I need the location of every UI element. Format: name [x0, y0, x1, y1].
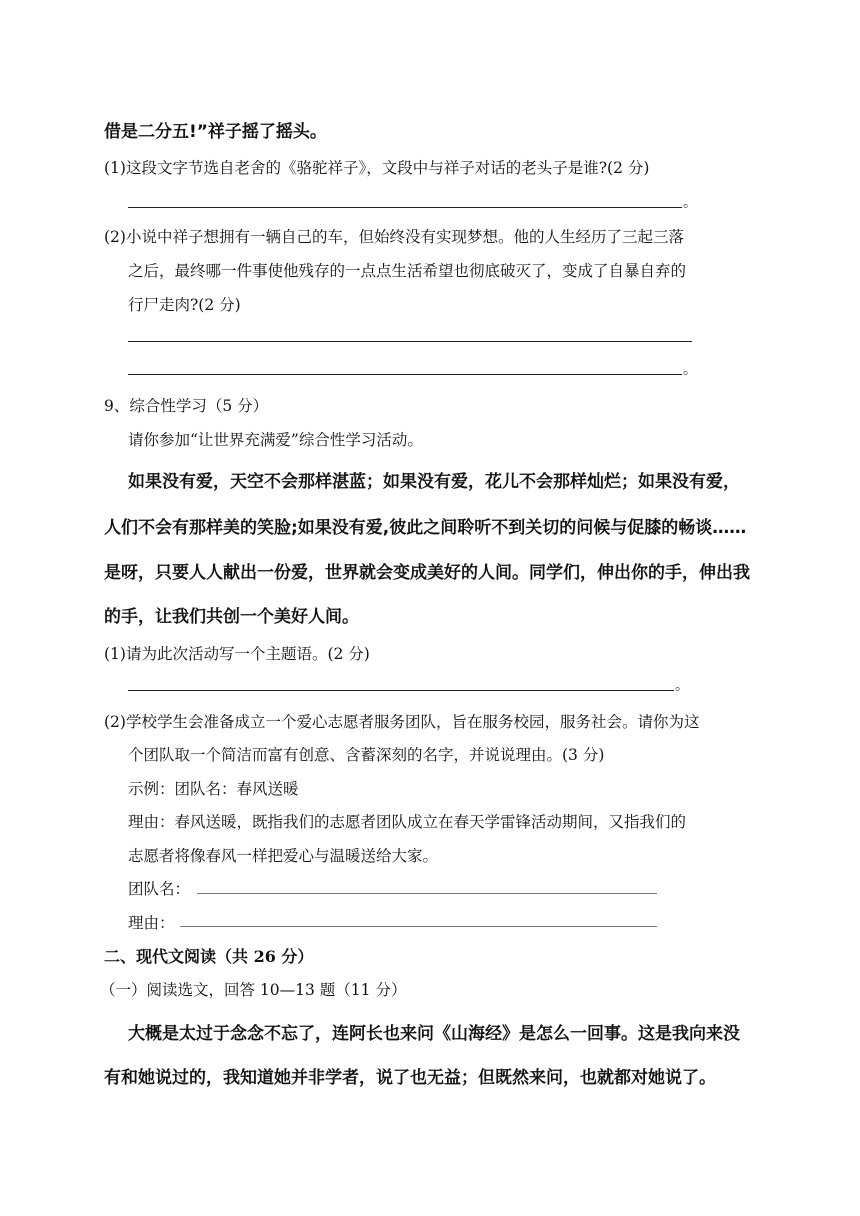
text-line: 示例：团队名：春风送暖: [128, 780, 299, 798]
section-heading: 二、现代文阅读（共 26 分）: [104, 947, 314, 966]
answer-line[interactable]: [128, 341, 692, 342]
period-mark: 。: [683, 362, 697, 378]
question-8-1: (1)这段文字节选自老舍的《骆驼祥子》，文段中与祥子对话的老头子是谁?(2 分): [104, 159, 650, 177]
section-heading: 9、综合性学习（5 分）: [104, 397, 269, 415]
passage-line: 是呀，只要人人献出一份爱，世界就会变成美好的人间。同学们，伸出你的手，伸出我: [104, 563, 750, 583]
answer-line[interactable]: [128, 207, 682, 208]
text-line: 借是二分五!”祥子摇了摇头。: [104, 122, 327, 142]
passage-line: 如果没有爱，天空不会那样湛蓝；如果没有爱，花儿不会那样灿烂；如果没有爱，: [128, 472, 740, 492]
answer-line[interactable]: [128, 374, 682, 375]
question-9-1: (1)请为此次活动写一个主题语。(2 分): [104, 645, 370, 663]
passage-line: 人们不会有那样美的笑脸;如果没有爱,彼此之间聆听不到关切的问候与促膝的畅谈……: [104, 518, 747, 538]
passage-line: 的手，让我们共创一个美好人间。: [104, 607, 359, 627]
reason-field[interactable]: [180, 926, 657, 927]
text-line: 之后，最终哪一件事使他残存的一点点生活希望也彻底破灭了，变成了自暴自弃的: [128, 262, 687, 280]
subsection-heading: （一）阅读选文，回答 10—13 题（11 分）: [100, 981, 407, 999]
question-9-2: (2)学校学生会准备成立一个爱心志愿者服务团队，旨在服务校园，服务社会。请你为这: [104, 713, 700, 731]
team-name-label: 团队名：: [128, 880, 191, 898]
period-mark: 。: [683, 195, 697, 211]
reason-label: 理由：: [128, 914, 175, 932]
answer-line[interactable]: [128, 690, 674, 691]
period-mark: 。: [675, 678, 689, 694]
text-line: 行尸走肉?(2 分): [128, 296, 241, 314]
passage-line: 大概是太过于念念不忘了，连阿长也来问《山海经》是怎么一回事。这是我向来没: [128, 1024, 740, 1044]
text-line: 理由：春风送暖，既指我们的志愿者团队成立在春天学雷锋活动期间，又指我们的: [128, 813, 687, 831]
passage-line: 有和她说过的，我知道她并非学者，说了也无益；但既然来问，也就都对她说了。: [104, 1068, 716, 1088]
text-line: 个团队取一个简洁而富有创意、含蓄深刻的名字，并说说理由。(3 分): [128, 746, 605, 764]
text-line: 请你参加“让世界充满爱”综合性学习活动。: [128, 431, 423, 449]
question-8-2: (2)小说中祥子想拥有一辆自己的车，但始终没有实现梦想。他的人生经历了三起三落: [104, 228, 684, 246]
text-line: 志愿者将像春风一样把爱心与温暖送给大家。: [128, 847, 439, 865]
team-name-field[interactable]: [197, 893, 657, 894]
